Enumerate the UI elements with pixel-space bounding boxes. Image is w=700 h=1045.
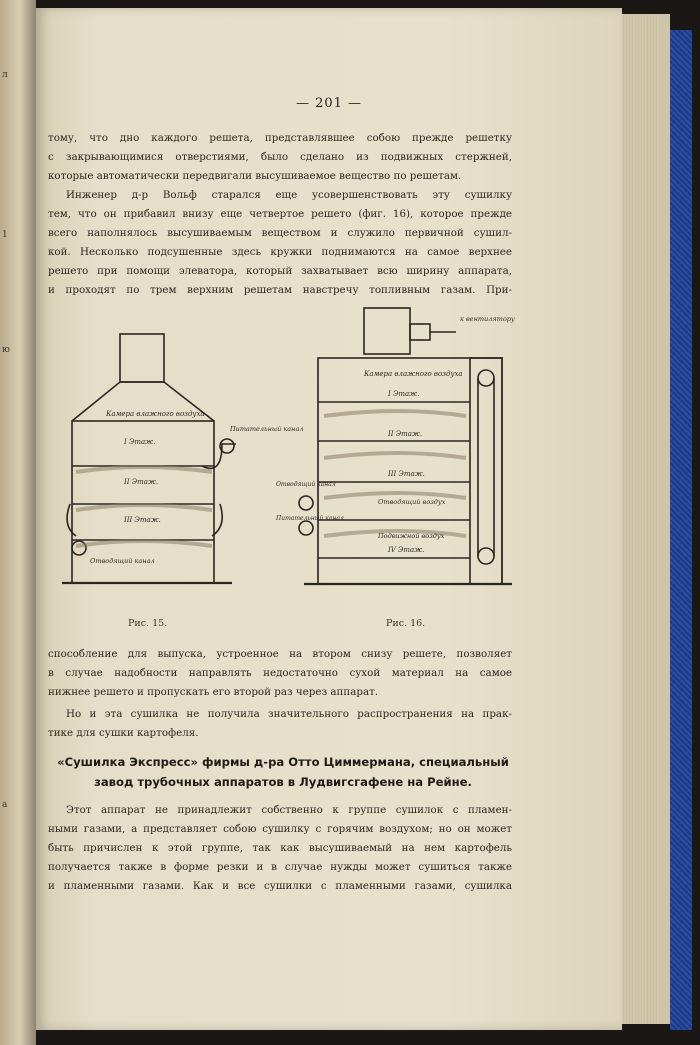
section-heading: «Сушилка Экспресс» фирмы д-ра Отто Циммермана, специальный bbox=[57, 755, 509, 769]
text-line: тем, что он прибавил внизу еще четвертое решето (фиг. 16), которое прежде bbox=[48, 208, 512, 220]
figure-15-label: III Этаж. bbox=[124, 516, 161, 524]
figure-16-label: Питательный канал bbox=[276, 515, 344, 522]
figure-15-diagram bbox=[62, 326, 304, 588]
text-line: решето при помощи элеватора, который захватывает всю ширину аппарата, bbox=[48, 265, 512, 277]
page-number: — 201 — bbox=[295, 96, 363, 111]
book-page bbox=[36, 8, 622, 1030]
figure-16-label: Подвижной воздух bbox=[378, 532, 445, 540]
figure-16-label: Камера влажного воздуха bbox=[364, 370, 463, 378]
text-line: Этот аппарат не принадлежит собственно к группе сушилок с пламен- bbox=[66, 804, 512, 816]
left-page-fragment: а bbox=[2, 800, 8, 810]
page-edges bbox=[622, 14, 670, 1024]
text-line: с закрывающимися отверстиями, было сделано из подвижных стержней, bbox=[48, 151, 512, 163]
figure-15-label: II Этаж. bbox=[124, 478, 159, 486]
figure-15-label: Питательный канал bbox=[230, 425, 304, 433]
text-line: и пламенными газами. Как и все сушилки с пламенными газами, сушилка bbox=[48, 880, 512, 892]
left-page-fragment: ю bbox=[2, 345, 10, 355]
text-line: получается также в форме резки и в случае нужды может сушиться также bbox=[48, 861, 512, 873]
figure-16-label: IV Этаж. bbox=[388, 546, 425, 554]
left-page-fragment: л bbox=[2, 70, 8, 80]
figure-16-label: Отводящий канал bbox=[276, 481, 336, 488]
figure-16-label: I Этаж. bbox=[388, 390, 420, 398]
text-line: Инженер д-р Вольф старался еще усовершенствовать эту сушилку bbox=[66, 189, 512, 201]
figure-16-label: III Этаж. bbox=[388, 470, 425, 478]
text-line: тике для сушки картофеля. bbox=[48, 727, 199, 739]
left-page-fragment: 1 bbox=[2, 230, 8, 240]
text-line: всего наполнялось высушиваемым веществом и служило первичной сушил- bbox=[48, 227, 512, 239]
text-line: в случае надобности направлять недостаточно сухой материал на самое bbox=[48, 667, 512, 679]
left-page-edge bbox=[0, 0, 36, 1045]
figure-16-diagram bbox=[276, 298, 516, 590]
book-cover bbox=[670, 30, 692, 1030]
text-line: тому, что дно каждого решета, представлявшее собою прежде решетку bbox=[48, 132, 512, 144]
text-line: нижнее решето и пропускать его второй раз через аппарат. bbox=[48, 686, 379, 698]
text-line: Но и эта сушилка не получила значительного распространения на прак- bbox=[66, 708, 512, 720]
text-line: кой. Несколько подсушенные здесь кружки поднимаются на самое верхнее bbox=[48, 246, 512, 258]
figure-16-label: к вентилятору bbox=[460, 315, 515, 323]
figure-15-label: Камера влажного воздуха bbox=[106, 410, 205, 418]
text-line: быть причислен к этой группе, так как высушиваемый на нем картофель bbox=[48, 842, 512, 854]
text-line: ными газами, а представляет собою сушилку с горячим воздухом; но он может bbox=[48, 823, 512, 835]
figure-15-caption: Рис. 15. bbox=[128, 618, 168, 629]
figure-15-label: Отводящий канал bbox=[90, 557, 155, 565]
text-line: и проходят по трем верхним решетам навстречу топливным газам. При- bbox=[48, 284, 512, 296]
figure-16-caption: Рис. 16. bbox=[386, 618, 426, 629]
figure-16-label: Отводящий воздух bbox=[378, 498, 446, 506]
figure-16-label: II Этаж. bbox=[388, 430, 423, 438]
text-line: способление для выпуска, устроенное на втором снизу решете, позволяет bbox=[48, 648, 512, 660]
figure-15-label: I Этаж. bbox=[124, 438, 156, 446]
text-line: которые автоматически передвигали высушиваемое вещество по решетам. bbox=[48, 170, 462, 182]
section-heading: завод трубочных аппаратов в Лудвигсгафене на Рейне. bbox=[94, 775, 472, 789]
